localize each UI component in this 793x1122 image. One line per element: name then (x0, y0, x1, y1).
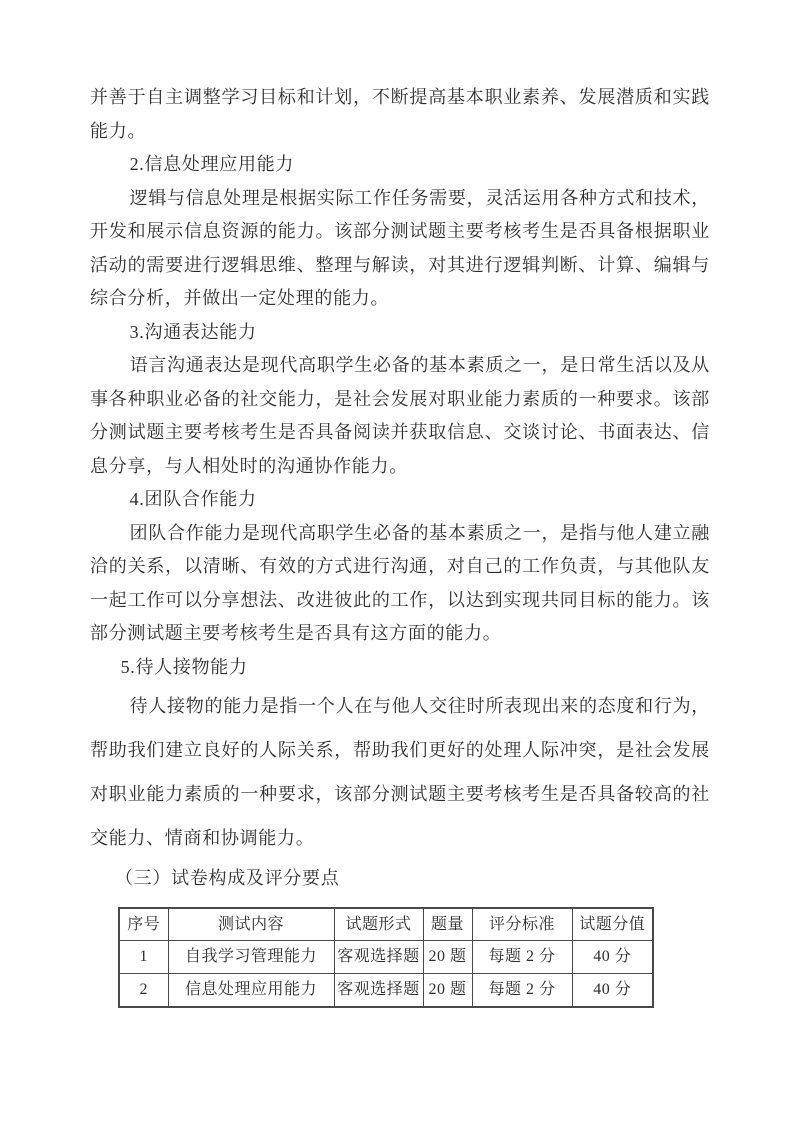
table-cell: 1 (119, 941, 168, 974)
table-header-row (119, 908, 653, 941)
section-heading-3: 3.沟通表达能力 (129, 321, 257, 342)
table-cell: 20 题 (423, 974, 472, 1007)
table-cell: 客观选择题 (334, 974, 423, 1007)
table-row (119, 974, 653, 1007)
table-row (119, 941, 653, 974)
table-cell: 客观选择题 (334, 941, 423, 974)
document-content (90, 81, 710, 1008)
paragraph-section-5: 待人接物的能力是指一个人在与他人交往时所表现出来的态度和行为，帮助我们建立良好的人际关系，帮助我们更好的处理人际冲突，是社会发展对职业能力素质的一种要求，该部分测试题主要考核考生是否具备较高的社交能力、情商和协调能力。 (90, 696, 710, 848)
section-heading-2: 2.信息处理应用能力 (129, 154, 295, 174)
paragraph-section-2: 逻辑与信息处理是根据实际工作任务需要，灵活运用各种方式和技术，开发和展示信息资源的能力。该部分测试题主要考核考生是否具备根据职业活动的需要进行逻辑思维、整理与解读，对其进行逻辑判断、计算、编辑与综合分析，并做出一定处理的能力。 (90, 187, 710, 308)
table-header-cell-content: 测试内容 (168, 908, 334, 941)
table-cell: 2 (119, 974, 168, 1007)
table-cell: 20 题 (423, 941, 472, 974)
section-heading-4: 4.团队合作能力 (129, 489, 257, 509)
table-cell: 每题 2 分 (472, 941, 572, 974)
table-cell: 每题 2 分 (472, 974, 572, 1007)
paragraph-intro-continuation: 并善于自主调整学习目标和计划，不断提高基本职业素养、发展潜质和实践能力。 (90, 87, 710, 141)
table-header-cell-score: 试题分值 (572, 908, 653, 941)
table-cell: 自我学习管理能力 (168, 941, 334, 974)
table-cell: 40 分 (572, 941, 653, 974)
table-cell: 信息处理应用能力 (168, 974, 334, 1007)
paragraph-section-3: 语言沟通表达是现代高职学生必备的基本素质之一，是日常生活以及从事各种职业必备的社交能力，是社会发展对职业能力素质的一种要求。该部分测试题主要考核考生是否具备阅读并获取信息、交谈讨论、书面表达、信息分享，与人相处时的沟通协作能力。 (90, 355, 710, 476)
subsection-heading: （三）试卷构成及评分要点 (115, 868, 340, 888)
table-header-cell-criteria: 评分标准 (472, 908, 572, 941)
paragraph-section-4: 团队合作能力是现代高职学生必备的基本素质之一，是指与他人建立融洽的关系，以清晰、有效的方式进行沟通，对自己的工作负责，与其他队友一起工作可以分享想法、改进彼此的工作，以达到实现共同目标的能力。该部分测试题主要考核考生是否具有这方面的能力。 (90, 522, 710, 643)
score-table (118, 907, 654, 1008)
table-header-cell-index: 序号 (119, 908, 168, 941)
table-cell: 40 分 (572, 974, 653, 1007)
section-heading-5: 5.待人接物能力 (120, 656, 248, 677)
table-header-cell-format: 试题形式 (334, 908, 423, 941)
table-header-cell-quantity: 题量 (423, 908, 472, 941)
